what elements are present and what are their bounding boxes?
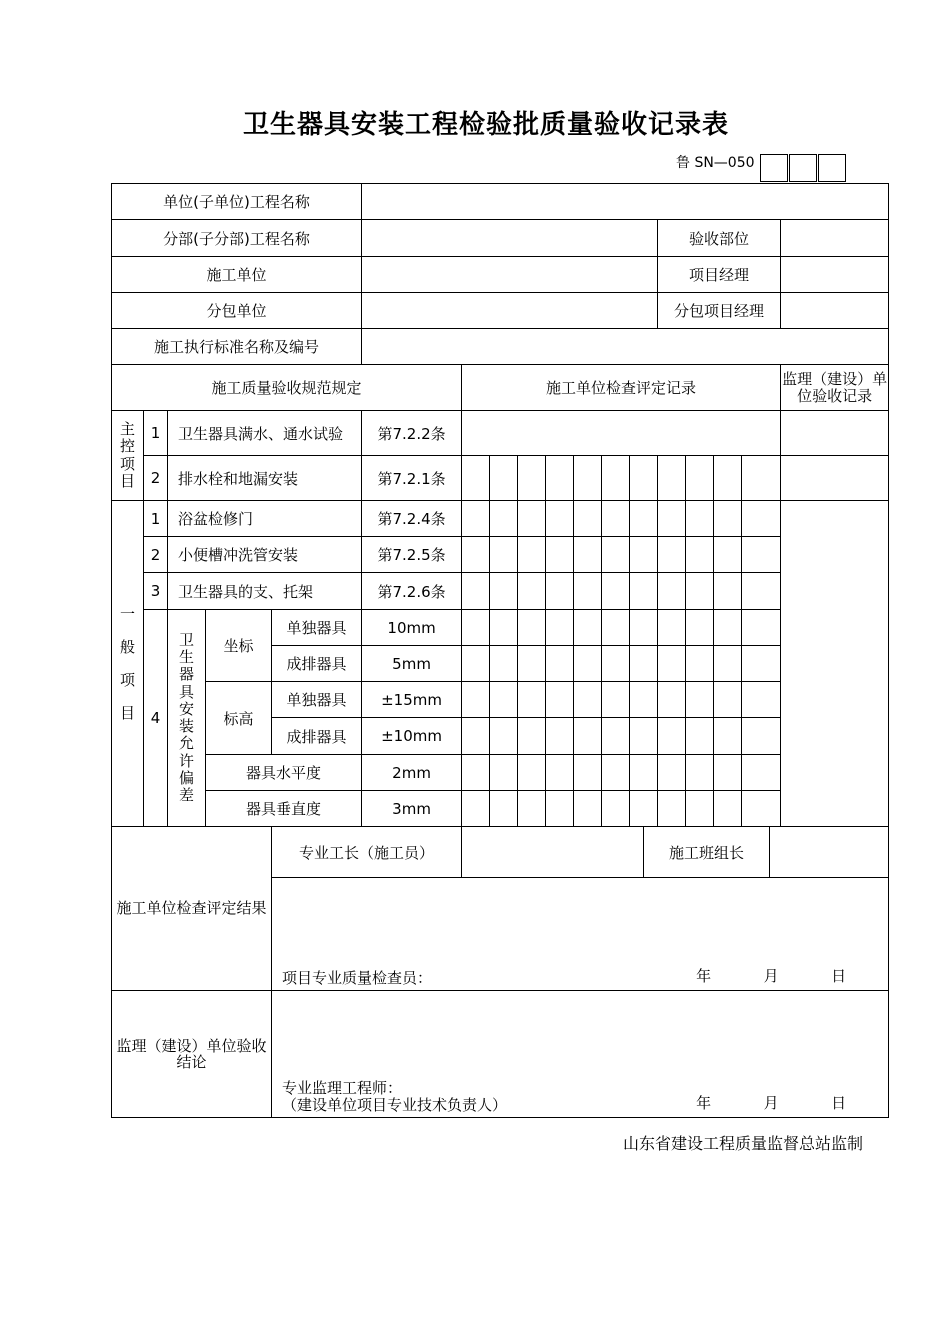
tolerance-value: 10mm bbox=[362, 610, 462, 646]
item-clause: 第7.2.5条 bbox=[362, 537, 462, 573]
general-label bbox=[112, 501, 144, 827]
check-cell[interactable] bbox=[658, 573, 686, 610]
check-cell[interactable] bbox=[602, 718, 630, 755]
check-cell[interactable] bbox=[574, 573, 602, 610]
item-no: 2 bbox=[144, 456, 168, 501]
item-no: 4 bbox=[144, 610, 168, 827]
check-cell[interactable] bbox=[602, 573, 630, 610]
tolerance-label bbox=[168, 610, 206, 827]
acceptance-part-field[interactable] bbox=[781, 220, 889, 257]
subcontract-manager-label: 分包项目经理 bbox=[658, 293, 781, 329]
code-box[interactable] bbox=[789, 154, 817, 182]
check-cell[interactable] bbox=[742, 537, 781, 573]
general-row bbox=[112, 537, 889, 573]
check-cell[interactable] bbox=[630, 718, 658, 755]
tolerance-value: 2mm bbox=[362, 755, 462, 791]
check-cell[interactable] bbox=[602, 537, 630, 573]
subproject-name-field[interactable] bbox=[362, 220, 658, 257]
row-label: 成排器具 bbox=[272, 646, 362, 682]
inspector-label: 项目专业质量检查员： bbox=[282, 968, 433, 987]
owner-text: （建设单位项目专业技术负责人） bbox=[282, 1095, 508, 1114]
check-cell[interactable] bbox=[546, 456, 574, 501]
construction-unit-field[interactable] bbox=[362, 257, 658, 293]
check-cell[interactable] bbox=[658, 456, 686, 501]
check-cell[interactable] bbox=[630, 791, 658, 827]
check-cell[interactable] bbox=[742, 501, 781, 537]
check-cell[interactable] bbox=[518, 573, 546, 610]
check-cell[interactable] bbox=[490, 537, 518, 573]
general-label-text: 一般项目 bbox=[120, 604, 136, 722]
check-cell[interactable] bbox=[518, 501, 546, 537]
check-cell[interactable] bbox=[658, 501, 686, 537]
check-cell[interactable] bbox=[742, 646, 781, 682]
item-clause: 第7.2.6条 bbox=[362, 573, 462, 610]
check-cell[interactable] bbox=[686, 646, 714, 682]
result-label: 施工单位检查评定结果 bbox=[112, 827, 272, 991]
check-cell[interactable] bbox=[574, 610, 602, 646]
check-cell[interactable] bbox=[518, 718, 546, 755]
check-cell[interactable] bbox=[630, 573, 658, 610]
result-date bbox=[696, 965, 846, 986]
check-cell[interactable] bbox=[714, 456, 742, 501]
check-cell[interactable] bbox=[574, 537, 602, 573]
main-control-label-text: 主控项目 bbox=[120, 420, 136, 490]
tolerance-label-text: 卫生器具安装允许偏差 bbox=[179, 630, 195, 804]
check-cell[interactable] bbox=[490, 791, 518, 827]
general-row bbox=[112, 610, 889, 646]
check-cell[interactable] bbox=[742, 755, 781, 791]
check-cell[interactable] bbox=[490, 456, 518, 501]
project-manager-field[interactable] bbox=[781, 257, 889, 293]
check-cell[interactable] bbox=[658, 646, 686, 682]
check-cell[interactable] bbox=[462, 537, 490, 573]
check-record-cell[interactable] bbox=[462, 411, 781, 456]
acceptance-part-label: 验收部位 bbox=[658, 220, 781, 257]
project-name-label: 单位(子单位)工程名称 bbox=[112, 184, 362, 220]
check-cell[interactable] bbox=[574, 646, 602, 682]
general-row bbox=[112, 501, 889, 537]
item-name: 小便槽冲洗管安装 bbox=[168, 537, 362, 573]
check-cell[interactable] bbox=[574, 718, 602, 755]
check-cell[interactable] bbox=[490, 573, 518, 610]
item-name: 排水栓和地漏安装 bbox=[168, 456, 362, 501]
team-leader-field[interactable] bbox=[770, 827, 889, 878]
check-cell[interactable] bbox=[490, 718, 518, 755]
check-cell[interactable] bbox=[518, 646, 546, 682]
check-cell[interactable] bbox=[658, 610, 686, 646]
tolerance-value: 5mm bbox=[362, 646, 462, 682]
check-cell[interactable] bbox=[658, 755, 686, 791]
supervision-record-cell[interactable] bbox=[781, 456, 889, 501]
check-cell[interactable] bbox=[714, 537, 742, 573]
project-name-field[interactable] bbox=[362, 184, 889, 220]
day-label: 日 bbox=[831, 967, 847, 985]
form-code: 鲁 SN—050 bbox=[676, 155, 755, 171]
code-box[interactable] bbox=[818, 154, 846, 182]
item-clause: 第7.2.2条 bbox=[362, 411, 462, 456]
check-cell[interactable] bbox=[574, 682, 602, 718]
result-signature-area[interactable] bbox=[272, 878, 889, 991]
inspection-table bbox=[111, 183, 889, 1118]
issuer-footer: 山东省建设工程质量监督总站监制 bbox=[622, 1134, 863, 1153]
subcontract-manager-field[interactable] bbox=[781, 293, 889, 329]
check-cell[interactable] bbox=[686, 755, 714, 791]
check-cell[interactable] bbox=[630, 610, 658, 646]
check-cell[interactable] bbox=[546, 682, 574, 718]
supervision-record-cell[interactable] bbox=[781, 501, 889, 827]
general-row bbox=[112, 791, 889, 827]
check-cell[interactable] bbox=[462, 682, 490, 718]
check-cell[interactable] bbox=[490, 501, 518, 537]
check-cell[interactable] bbox=[714, 610, 742, 646]
check-cell[interactable] bbox=[658, 682, 686, 718]
month-label: 月 bbox=[763, 1094, 779, 1112]
spec-header: 施工质量验收规范规定 bbox=[112, 365, 462, 411]
engineer-text: 专业监理工程师： bbox=[282, 1079, 403, 1097]
check-cell[interactable] bbox=[462, 573, 490, 610]
check-cell[interactable] bbox=[602, 791, 630, 827]
item-clause: 第7.2.1条 bbox=[362, 456, 462, 501]
check-cell[interactable] bbox=[686, 537, 714, 573]
item-no: 1 bbox=[144, 501, 168, 537]
month-label: 月 bbox=[763, 967, 779, 985]
code-box[interactable] bbox=[760, 154, 788, 182]
check-cell[interactable] bbox=[658, 718, 686, 755]
item-no: 2 bbox=[144, 537, 168, 573]
check-cell[interactable] bbox=[462, 791, 490, 827]
day-label: 日 bbox=[831, 1094, 847, 1112]
tolerance-value: ±15mm bbox=[362, 682, 462, 718]
check-cell[interactable] bbox=[490, 755, 518, 791]
check-cell[interactable] bbox=[742, 791, 781, 827]
check-header: 施工单位检查评定记录 bbox=[462, 365, 781, 411]
single-label: 单独器具 bbox=[272, 682, 362, 718]
check-cell[interactable] bbox=[686, 456, 714, 501]
general-row bbox=[112, 755, 889, 791]
check-cell[interactable] bbox=[490, 646, 518, 682]
item-no: 1 bbox=[144, 411, 168, 456]
team-leader-label: 施工班组长 bbox=[644, 827, 770, 878]
check-cell[interactable] bbox=[686, 791, 714, 827]
check-cell[interactable] bbox=[546, 755, 574, 791]
check-cell[interactable] bbox=[490, 610, 518, 646]
subproject-name-label: 分部(子分部)工程名称 bbox=[112, 220, 362, 257]
check-cell[interactable] bbox=[658, 791, 686, 827]
check-cell[interactable] bbox=[714, 791, 742, 827]
check-cell[interactable] bbox=[630, 501, 658, 537]
check-cell[interactable] bbox=[462, 718, 490, 755]
check-cell[interactable] bbox=[714, 755, 742, 791]
year-label: 年 bbox=[696, 1094, 712, 1112]
check-cell[interactable] bbox=[742, 610, 781, 646]
check-cell[interactable] bbox=[462, 456, 490, 501]
check-cell[interactable] bbox=[546, 573, 574, 610]
foreman-field[interactable] bbox=[462, 827, 644, 878]
check-cell[interactable] bbox=[714, 718, 742, 755]
check-cell[interactable] bbox=[714, 573, 742, 610]
check-cell[interactable] bbox=[518, 755, 546, 791]
single-label: 单独器具 bbox=[272, 610, 362, 646]
check-cell[interactable] bbox=[574, 791, 602, 827]
check-cell[interactable] bbox=[602, 646, 630, 682]
year-label: 年 bbox=[696, 967, 712, 985]
check-cell[interactable] bbox=[742, 456, 781, 501]
check-cell[interactable] bbox=[518, 682, 546, 718]
check-cell[interactable] bbox=[490, 682, 518, 718]
check-cell[interactable] bbox=[630, 755, 658, 791]
check-cell[interactable] bbox=[546, 646, 574, 682]
check-cell[interactable] bbox=[518, 537, 546, 573]
conclusion-label: 监理（建设）单位验收结论 bbox=[112, 991, 272, 1118]
coord-label: 坐标 bbox=[206, 610, 272, 682]
check-cell[interactable] bbox=[574, 501, 602, 537]
foreman-label: 专业工长（施工员） bbox=[272, 827, 462, 878]
check-cell[interactable] bbox=[686, 501, 714, 537]
item-name: 卫生器具的支、托架 bbox=[168, 573, 362, 610]
check-cell[interactable] bbox=[546, 537, 574, 573]
check-cell[interactable] bbox=[602, 682, 630, 718]
check-cell[interactable] bbox=[518, 610, 546, 646]
general-row bbox=[112, 682, 889, 718]
construction-unit-label: 施工单位 bbox=[112, 257, 362, 293]
check-cell[interactable] bbox=[714, 646, 742, 682]
check-cell[interactable] bbox=[686, 610, 714, 646]
supervision-record-cell[interactable] bbox=[781, 411, 889, 456]
main-control-label bbox=[112, 411, 144, 501]
check-cell[interactable] bbox=[714, 501, 742, 537]
conclusion-signature-area[interactable] bbox=[272, 991, 889, 1118]
general-row bbox=[112, 573, 889, 610]
check-cell[interactable] bbox=[518, 791, 546, 827]
item-name: 卫生器具满水、通水试验 bbox=[168, 411, 362, 456]
standard-field[interactable] bbox=[362, 329, 889, 365]
check-cell[interactable] bbox=[602, 456, 630, 501]
check-cell[interactable] bbox=[686, 718, 714, 755]
check-cell[interactable] bbox=[630, 682, 658, 718]
tolerance-value: ±10mm bbox=[362, 718, 462, 755]
check-cell[interactable] bbox=[546, 610, 574, 646]
check-cell[interactable] bbox=[546, 718, 574, 755]
subcontract-unit-field[interactable] bbox=[362, 293, 658, 329]
tolerance-value: 3mm bbox=[362, 791, 462, 827]
conclusion-date bbox=[696, 1092, 846, 1113]
check-cell[interactable] bbox=[462, 610, 490, 646]
check-cell[interactable] bbox=[602, 755, 630, 791]
check-cell[interactable] bbox=[742, 718, 781, 755]
subcontract-unit-label: 分包单位 bbox=[112, 293, 362, 329]
elev-label: 标高 bbox=[206, 682, 272, 755]
check-cell[interactable] bbox=[686, 682, 714, 718]
project-manager-label: 项目经理 bbox=[658, 257, 781, 293]
standard-label: 施工执行标准名称及编号 bbox=[112, 329, 362, 365]
check-cell[interactable] bbox=[630, 456, 658, 501]
check-cell[interactable] bbox=[742, 573, 781, 610]
check-cell[interactable] bbox=[462, 501, 490, 537]
check-cell[interactable] bbox=[546, 791, 574, 827]
check-cell[interactable] bbox=[462, 755, 490, 791]
check-cell[interactable] bbox=[574, 755, 602, 791]
check-cell[interactable] bbox=[658, 537, 686, 573]
level-label: 器具水平度 bbox=[206, 755, 362, 791]
check-cell[interactable] bbox=[630, 646, 658, 682]
vertical-label: 器具垂直度 bbox=[206, 791, 362, 827]
check-cell[interactable] bbox=[546, 501, 574, 537]
check-cell[interactable] bbox=[742, 682, 781, 718]
check-cell[interactable] bbox=[462, 646, 490, 682]
page-title: 卫生器具安装工程检验批质量验收记录表 bbox=[242, 110, 729, 140]
check-cell[interactable] bbox=[602, 501, 630, 537]
item-no: 3 bbox=[144, 573, 168, 610]
item-name: 浴盆检修门 bbox=[168, 501, 362, 537]
supervision-header: 监理（建设）单位验收记录 bbox=[781, 365, 889, 411]
check-cell[interactable] bbox=[714, 682, 742, 718]
item-clause: 第7.2.4条 bbox=[362, 501, 462, 537]
check-cell[interactable] bbox=[574, 456, 602, 501]
check-cell[interactable] bbox=[518, 456, 546, 501]
check-cell[interactable] bbox=[602, 610, 630, 646]
row-label: 成排器具 bbox=[272, 718, 362, 755]
check-cell[interactable] bbox=[630, 537, 658, 573]
check-cell[interactable] bbox=[686, 573, 714, 610]
